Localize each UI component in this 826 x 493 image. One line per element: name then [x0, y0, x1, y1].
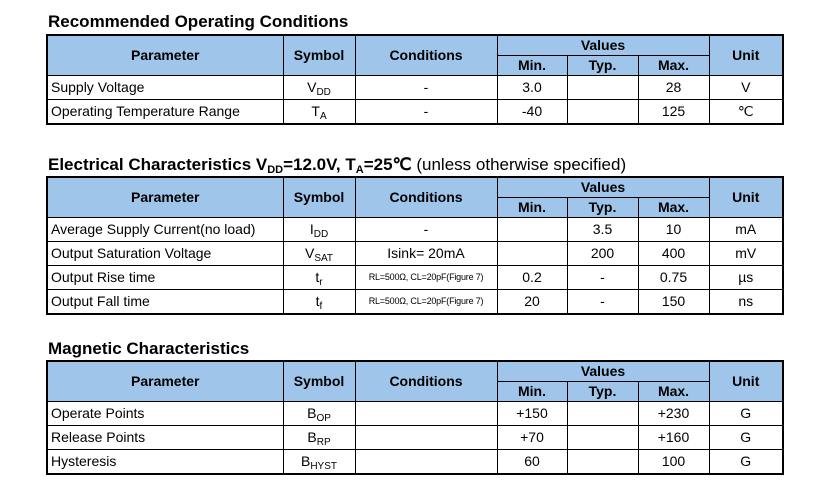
max-cell: +230 — [638, 401, 709, 425]
max-cell: 150 — [638, 289, 709, 314]
conditions-cell: - — [355, 217, 497, 241]
typ-cell — [567, 75, 638, 99]
typ-cell: 3.5 — [567, 217, 638, 241]
magnetic-characteristics-title: Magnetic Characteristics — [48, 339, 250, 358]
min-cell: 20 — [497, 289, 567, 314]
header-parameter: Parameter — [47, 361, 283, 401]
header-typ: Typ. — [567, 55, 638, 75]
conditions-cell — [355, 425, 497, 449]
param-cell: Hysteresis — [47, 449, 283, 474]
header-unit: Unit — [709, 35, 783, 75]
typ-cell — [567, 99, 638, 124]
table-row — [47, 75, 783, 99]
table-row — [47, 241, 783, 265]
header-conditions: Conditions — [355, 35, 497, 75]
symbol-cell: $T_A$ — [283, 99, 355, 124]
header-values: Values — [497, 35, 709, 55]
max-cell: 0.75 — [638, 265, 709, 289]
min-cell: 3.0 — [497, 75, 567, 99]
min-cell: -40 — [497, 99, 567, 124]
table-row — [47, 265, 783, 289]
unit-cell: mA — [709, 217, 783, 241]
header-symbol: Symbol — [283, 177, 355, 217]
header-conditions: Conditions — [355, 177, 497, 217]
header-symbol: Symbol — [283, 35, 355, 75]
header-min: Min. — [497, 197, 567, 217]
param-cell: Operate Points — [47, 401, 283, 425]
min-cell — [497, 217, 567, 241]
param-cell: Output Saturation Voltage — [47, 241, 283, 265]
unit-cell: µs — [709, 265, 783, 289]
header-max: Max. — [638, 381, 709, 401]
table-row — [47, 99, 783, 124]
header-max: Max. — [638, 197, 709, 217]
header-min: Min. — [497, 55, 567, 75]
table-row — [47, 425, 783, 449]
param-cell: Release Points — [47, 425, 283, 449]
symbol-cell: $t_f$ — [283, 289, 355, 314]
conditions-cell: - — [355, 99, 497, 124]
max-cell: 10 — [638, 217, 709, 241]
typ-cell — [567, 449, 638, 474]
unit-cell: G — [709, 425, 783, 449]
recommended-conditions-table — [46, 34, 784, 125]
symbol-cell: $B_{HYST}$ — [283, 449, 355, 474]
conditions-cell — [355, 401, 497, 425]
header-unit: Unit — [709, 361, 783, 401]
magnetic-characteristics-table — [46, 360, 784, 475]
table-row — [47, 217, 783, 241]
param-cell: Average Supply Current(no load) — [47, 217, 283, 241]
typ-cell: - — [567, 289, 638, 314]
unit-cell: G — [709, 449, 783, 474]
max-cell: 400 — [638, 241, 709, 265]
header-symbol: Symbol — [283, 361, 355, 401]
symbol-cell: $B_{RP}$ — [283, 425, 355, 449]
param-cell: Output Rise time — [47, 265, 283, 289]
recommended-conditions-title: Recommended Operating Conditions — [48, 12, 349, 31]
header-conditions: Conditions — [355, 361, 497, 401]
header-max: Max. — [638, 55, 709, 75]
unit-cell: V — [709, 75, 783, 99]
unit-cell: ℃ — [709, 99, 783, 124]
conditions-cell: Isink= 20mA — [355, 241, 497, 265]
max-cell: 28 — [638, 75, 709, 99]
header-parameter: Parameter — [47, 35, 283, 75]
conditions-cell — [355, 449, 497, 474]
electrical-characteristics-table — [46, 176, 784, 315]
param-cell: Output Fall time — [47, 289, 283, 314]
min-cell: +70 — [497, 425, 567, 449]
unit-cell: G — [709, 401, 783, 425]
header-min: Min. — [497, 381, 567, 401]
header-values: Values — [497, 177, 709, 197]
header-typ: Typ. — [567, 197, 638, 217]
unit-cell: ns — [709, 289, 783, 314]
unit-cell: mV — [709, 241, 783, 265]
min-cell: 60 — [497, 449, 567, 474]
conditions-cell: RL=500Ω, CL=20pF(Figure 7) — [355, 289, 497, 314]
conditions-cell: RL=500Ω, CL=20pF(Figure 7) — [355, 265, 497, 289]
header-unit: Unit — [709, 177, 783, 217]
max-cell: +160 — [638, 425, 709, 449]
symbol-cell: $I_{DD}$ — [283, 217, 355, 241]
min-cell — [497, 241, 567, 265]
max-cell: 125 — [638, 99, 709, 124]
typ-cell — [567, 425, 638, 449]
symbol-cell: $V_{DD}$ — [283, 75, 355, 99]
typ-cell — [567, 401, 638, 425]
table-row — [47, 449, 783, 474]
symbol-cell: $B_{OP}$ — [283, 401, 355, 425]
header-values: Values — [497, 361, 709, 381]
symbol-cell: $V_{SAT}$ — [283, 241, 355, 265]
table-row — [47, 289, 783, 314]
param-cell: Operating Temperature Range — [47, 99, 283, 124]
typ-cell: - — [567, 265, 638, 289]
conditions-cell: - — [355, 75, 497, 99]
min-cell: 0.2 — [497, 265, 567, 289]
electrical-characteristics-title: Electrical Characteristics $V_{DD}=12.0V$, $T_A=25℃$ (unless otherwise specified) — [48, 155, 627, 176]
param-cell: Supply Voltage — [47, 75, 283, 99]
max-cell: 100 — [638, 449, 709, 474]
symbol-cell: $t_r$ — [283, 265, 355, 289]
header-typ: Typ. — [567, 381, 638, 401]
min-cell: +150 — [497, 401, 567, 425]
typ-cell: 200 — [567, 241, 638, 265]
table-row — [47, 401, 783, 425]
header-parameter: Parameter — [47, 177, 283, 217]
